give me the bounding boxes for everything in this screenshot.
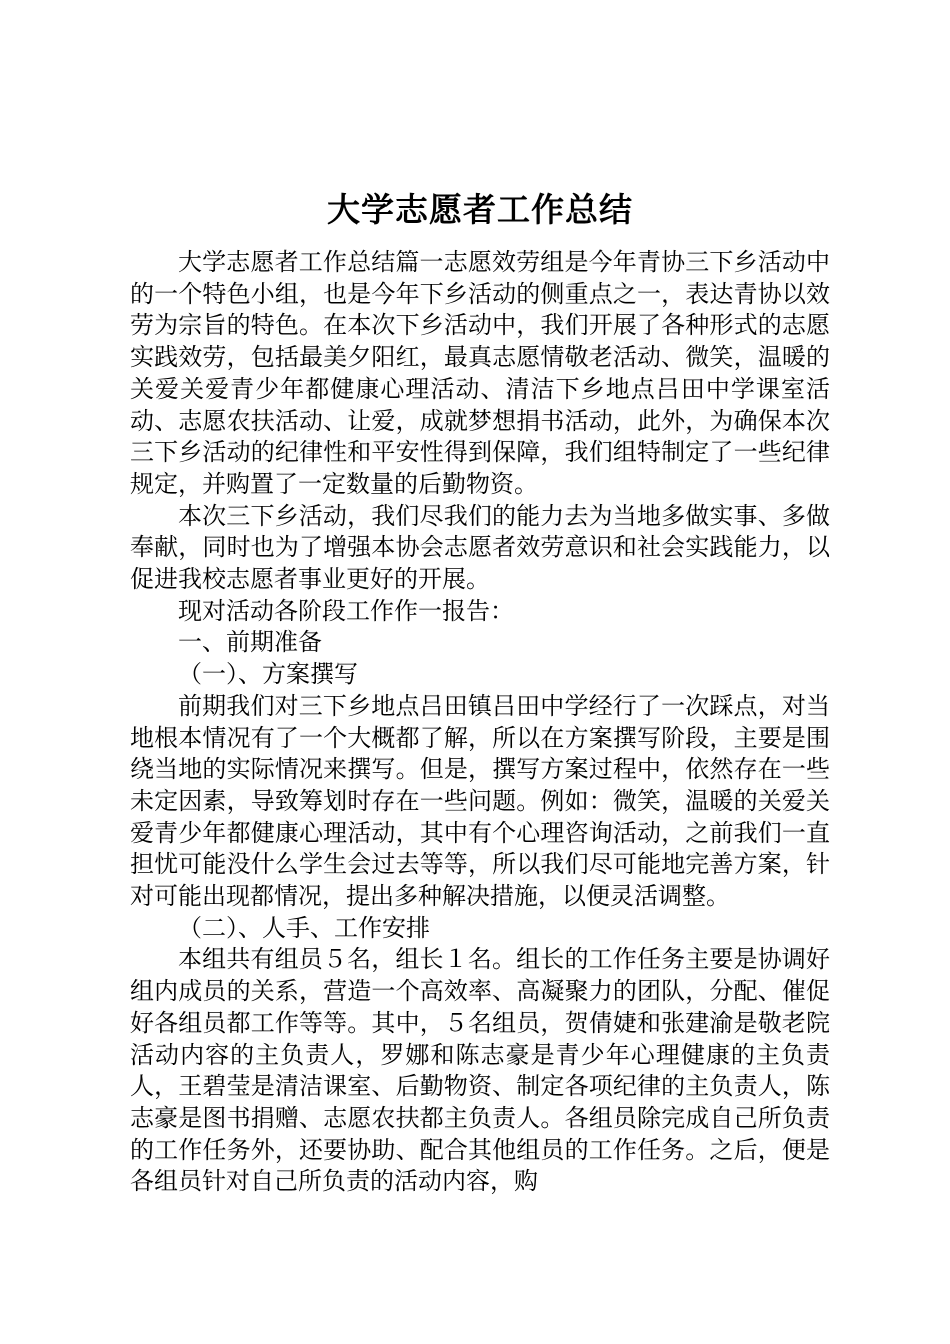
subsection-heading-staffing: （二）、人手、工作安排 — [178, 913, 430, 942]
paragraph-report-lead: 现对活动各阶段工作作一报告： — [178, 596, 514, 625]
document-title: 大学志愿者工作总结 — [327, 190, 633, 229]
paragraph-plan-writing: 前期我们对三下乡地点吕田镇吕田中学经行了一次踩点，对当地根本情况有了一个大概都了解，所以在方案撰写阶段，主要是围绕当地的实际情况来撰写。但是，撰写方案过程中，依然存在一些未定因素，导致筹划时存在一些问题。例如：微笑，温暖的关爱关爱青少年都健康心理活动，其中有个心理咨询活动，之前我们一直担忧可能没什么学生会过去等等，所以我们尽可能地完善方案，针对可能出现都情况，提出多种解决措施，以便灵活调整。 — [130, 691, 830, 911]
subsection-heading-plan-writing: （一）、方案撰写 — [178, 660, 358, 689]
section-heading-preparation: 一、前期准备 — [178, 628, 322, 657]
paragraph-intro: 大学志愿者工作总结篇一志愿效劳组是今年青协三下乡活动中的一个特色小组，也是今年下乡活动的侧重点之一，表达青协以效劳为宗旨的特色。在本次下乡活动中，我们开展了各种形式的志愿实践效劳，包括最美夕阳红，最真志愿情敬老活动、微笑，温暖的关爱关爱青少年都健康心理活动、清洁下乡地点吕田中学课室活动、志愿农扶活动、让爱，成就梦想捐书活动，此外，为确保本次三下乡活动的纪律性和平安性得到保障，我们组特制定了一些纪律规定，并购置了一定数量的后勤物资。 — [130, 248, 830, 498]
paragraph-purpose: 本次三下乡活动，我们尽我们的能力去为当地多做实事、多做奉献，同时也为了增强本协会志愿者效劳意识和社会实践能力，以促进我校志愿者事业更好的开展。 — [130, 501, 830, 594]
document-body — [130, 185, 830, 1198]
paragraph-staffing: 本组共有组员５名，组长１名。组长的工作任务主要是协调好组内成员的关系，营造一个高效率、高凝聚力的团队，分配、催促好各组员都工作等等。其中，５名组员，贺倩婕和张建渝是敬老院活动内容的主负责人，罗娜和陈志豪是青少年心理健康的主负责人，王碧莹是清洁课室、后勤物资、制定各项纪律的主负责人，陈志豪是图书捐赠、志愿农扶都主负责人。各组员除完成自己所负责的工作任务外，还要协助、配合其他组员的工作任务。之后，便是各组员针对自己所负责的活动内容，购 — [130, 945, 830, 1196]
